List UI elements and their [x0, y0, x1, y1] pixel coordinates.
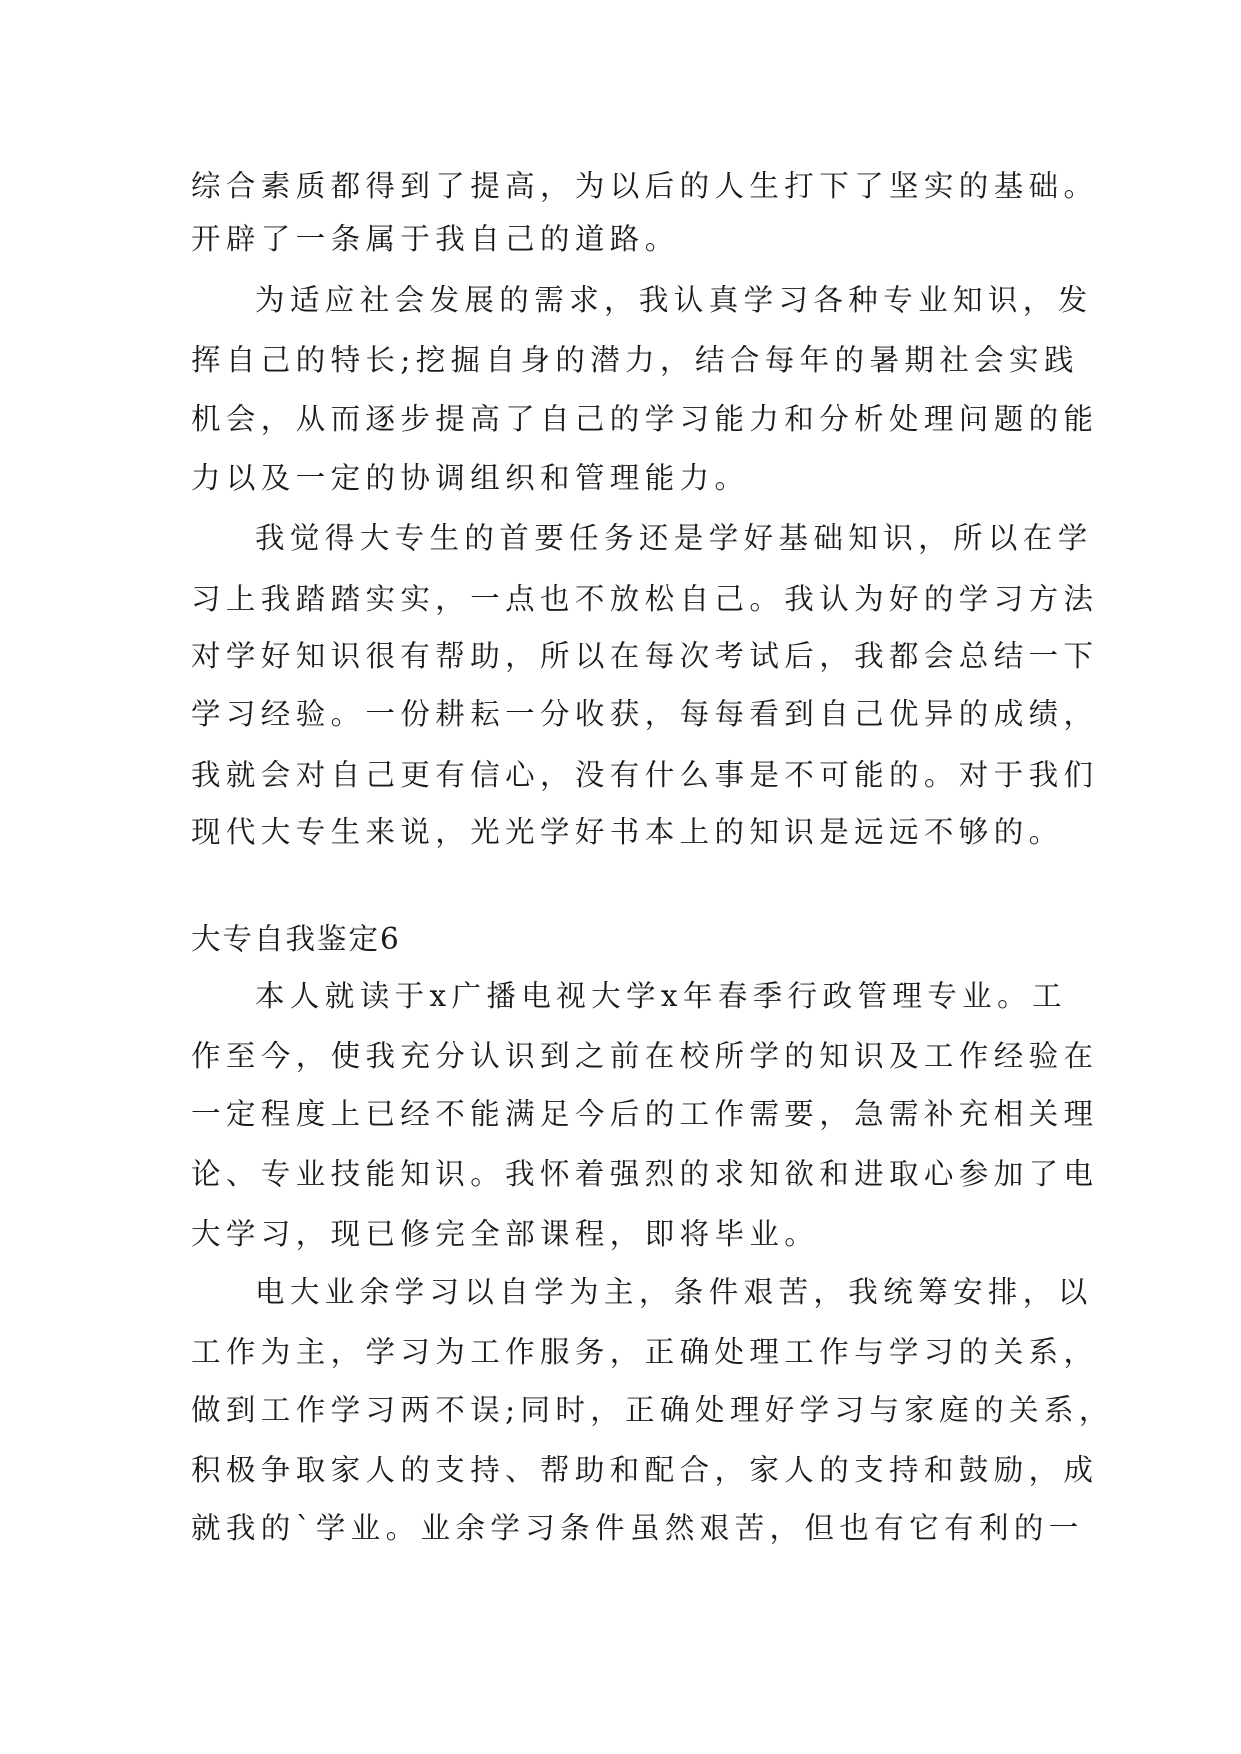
section-heading: 大专自我鉴定6	[191, 922, 401, 956]
paragraph-start-line: 为适应社会发展的需求，我认真学习各种专业知识，发	[255, 283, 1093, 317]
text-line: 大学习，现已修完全部课程，即将毕业。	[191, 1217, 820, 1251]
text-line: 我就会对自己更有信心，没有什么事是不可能的。对于我们	[191, 758, 1099, 792]
text-line: 学习经验。一份耕耘一分收获，每每看到自己优异的成绩，	[191, 697, 1099, 731]
paragraph-start-line: 电大业余学习以自学为主，条件艰苦，我统筹安排，以	[255, 1275, 1093, 1309]
text-line: 力以及一定的协调组织和管理能力。	[191, 461, 750, 495]
paragraph-start-line: 本人就读于x广播电视大学x年春季行政管理专业。工	[255, 979, 1067, 1013]
text-line: 机会，从而逐步提高了自己的学习能力和分析处理问题的能	[191, 402, 1099, 436]
text-line: 挥自己的特长;挖掘自身的潜力，结合每年的暑期社会实践	[191, 343, 1079, 377]
text-line: 论、专业技能知识。我怀着强烈的求知欲和进取心参加了电	[191, 1157, 1099, 1191]
text-line: 习上我踏踏实实，一点也不放松自己。我认为好的学习方法	[191, 582, 1099, 616]
text-line: 就我的`学业。业余学习条件虽然艰苦，但也有它有利的一	[191, 1511, 1084, 1545]
text-line: 做到工作学习两不误;同时，正确处理好学习与家庭的关系，	[191, 1393, 1114, 1427]
text-line: 现代大专生来说，光光学好书本上的知识是远远不够的。	[191, 815, 1064, 849]
text-line: 积极争取家人的支持、帮助和配合，家人的支持和鼓励，成	[191, 1453, 1099, 1487]
text-line: 一定程度上已经不能满足今后的工作需要，急需补充相关理	[191, 1097, 1099, 1131]
paragraph-start-line: 我觉得大专生的首要任务还是学好基础知识，所以在学	[255, 521, 1093, 555]
text-line: 作至今，使我充分认识到之前在校所学的知识及工作经验在	[191, 1039, 1099, 1073]
text-line: 对学好知识很有帮助，所以在每次考试后，我都会总结一下	[191, 639, 1099, 673]
text-line: 工作为主，学习为工作服务，正确处理工作与学习的关系，	[191, 1335, 1099, 1369]
text-line: 开辟了一条属于我自己的道路。	[191, 222, 680, 256]
text-line: 综合素质都得到了提高，为以后的人生打下了坚实的基础。	[191, 169, 1099, 203]
